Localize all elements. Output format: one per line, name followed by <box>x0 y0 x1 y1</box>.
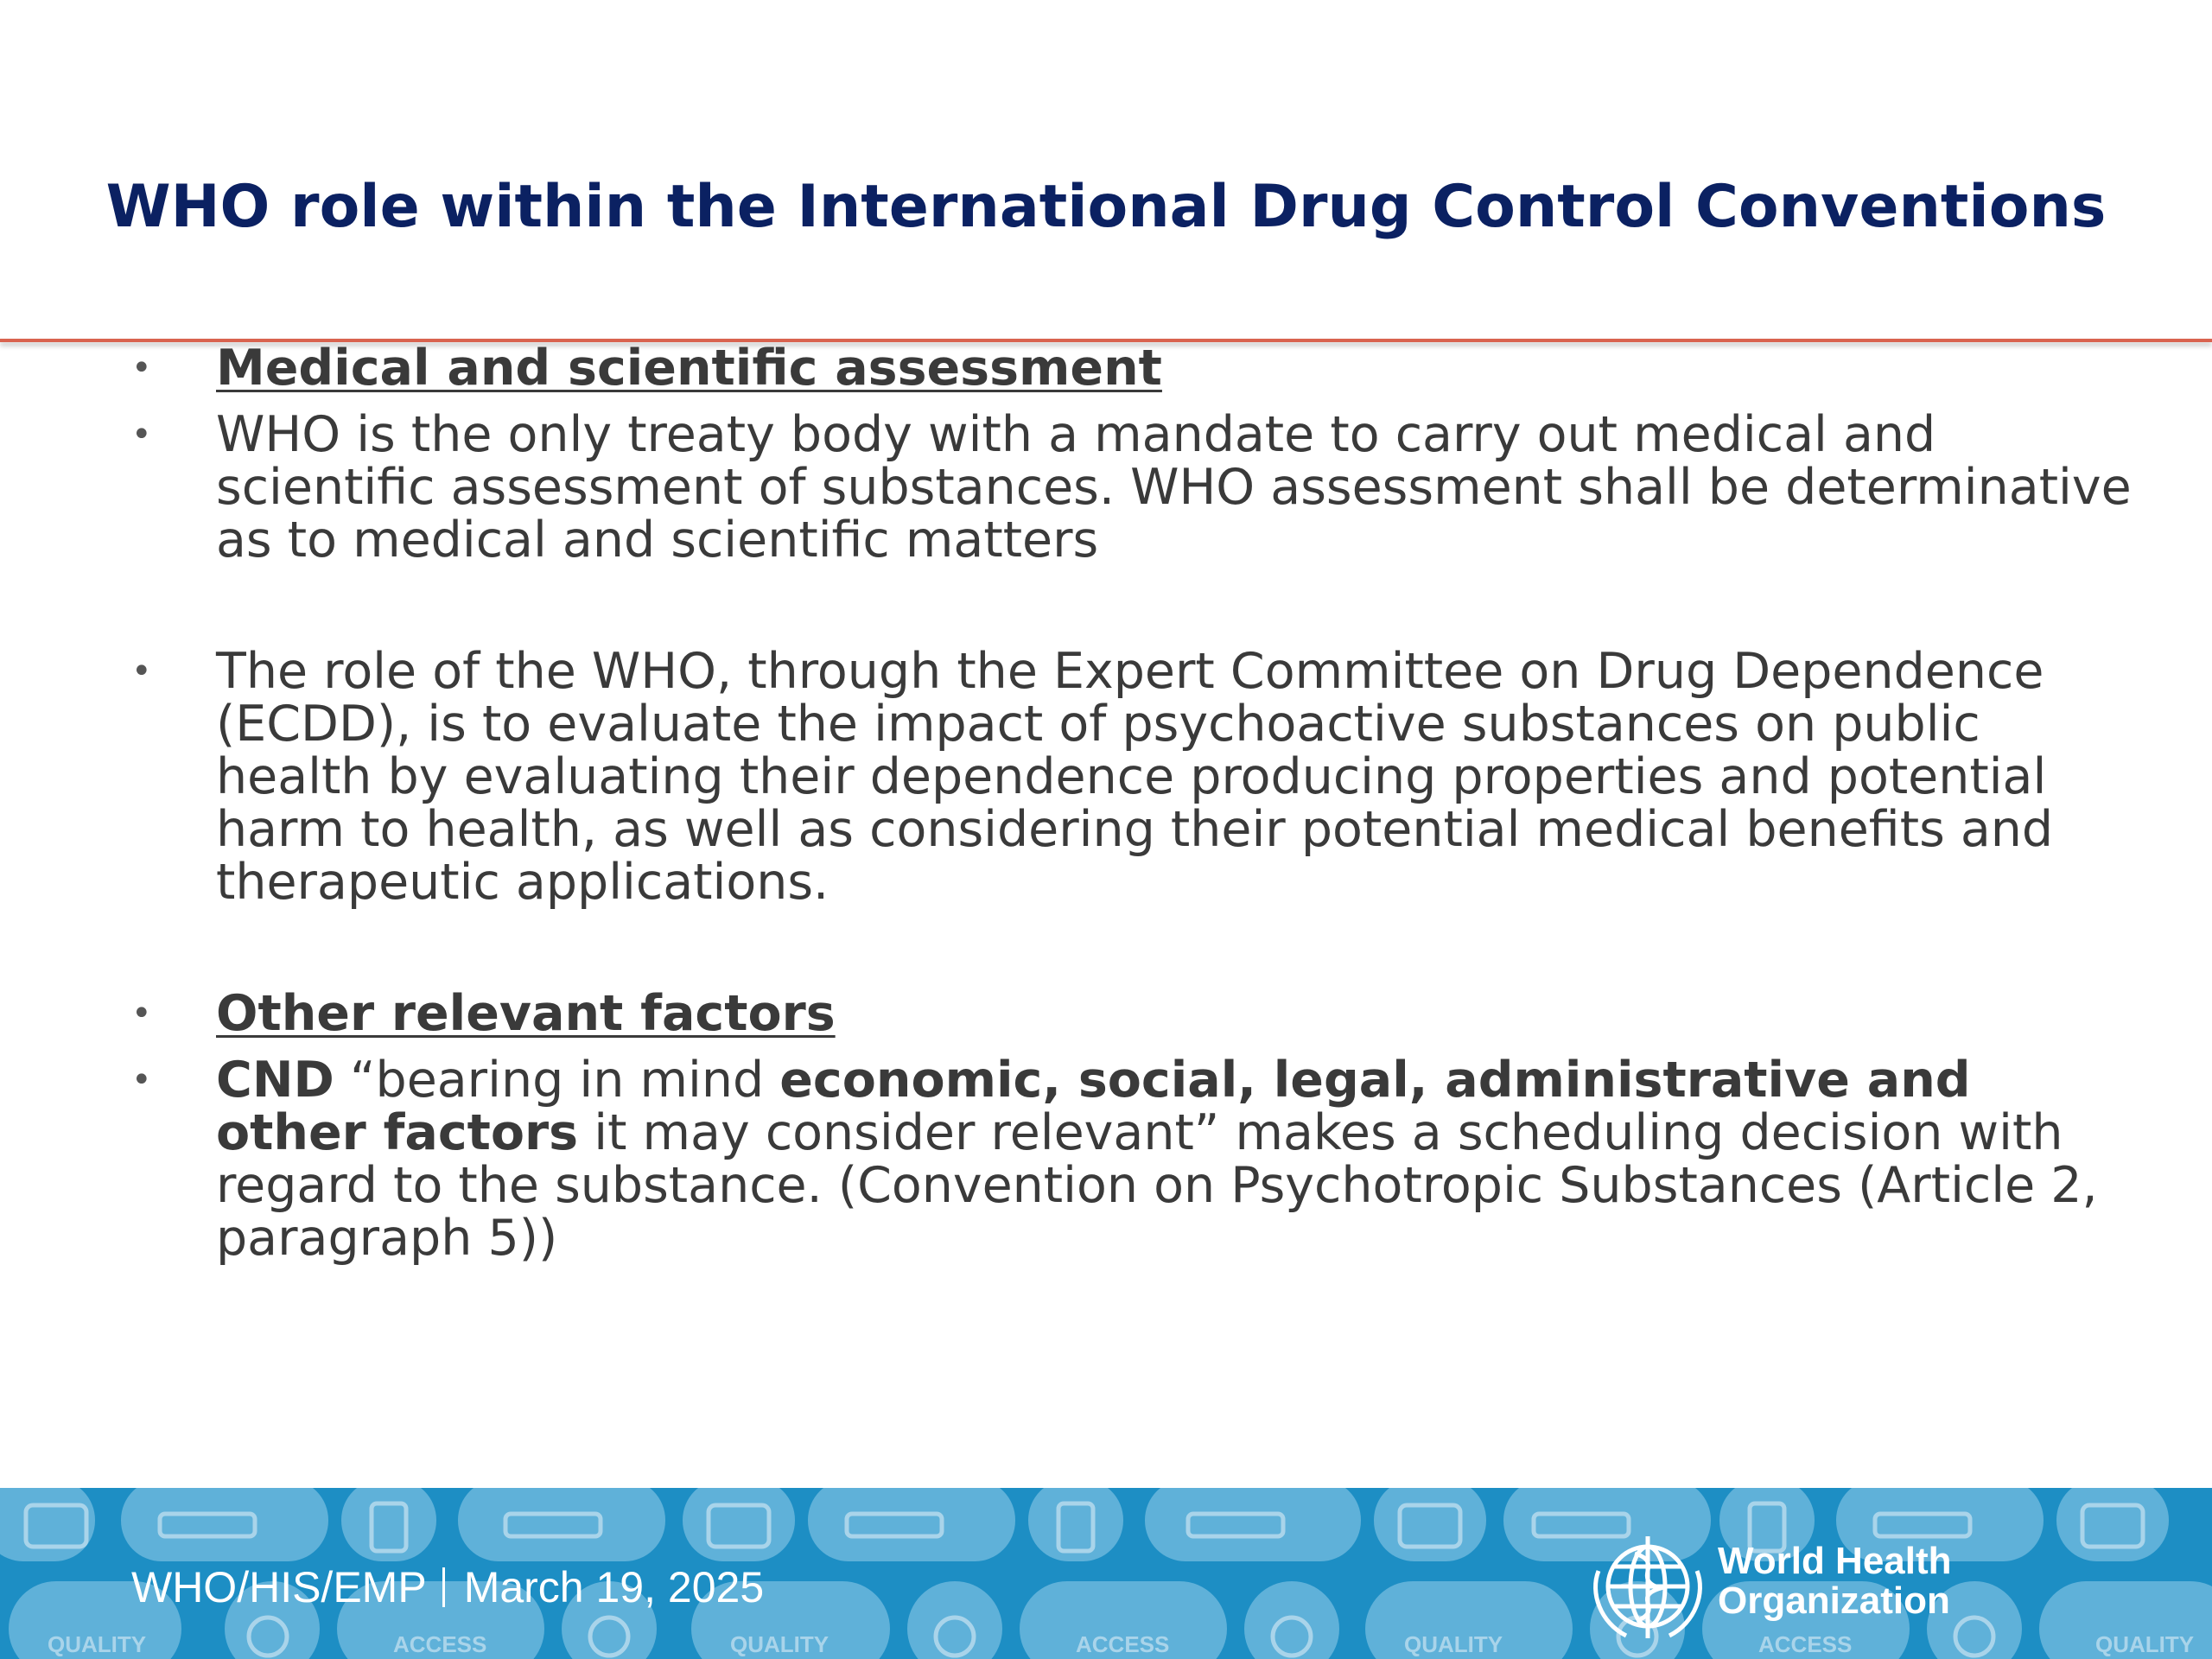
bullet-marker: • <box>131 415 152 454</box>
bullet-marker: • <box>131 1060 152 1100</box>
who-emblem-icon <box>1583 1528 1713 1649</box>
bullet-who-mandate <box>121 406 2134 569</box>
bullet-cnd-decision <box>121 1054 2134 1265</box>
bullet-text-part: “bearing in mind <box>334 1052 780 1109</box>
pattern-label-access: ACCESS <box>393 1631 487 1657</box>
footer-separator <box>442 1567 445 1607</box>
bullet-marker: • <box>131 652 152 691</box>
slide-title: WHO role within the International Drug Control Conventions <box>105 173 2107 241</box>
bullet-text-part: it may consider relevant” makes a scheduling decision with regard to the substance. (Convention on Psychotropic Substances (Article 2, paragraph 5)) <box>216 1104 2098 1267</box>
bullet-marker: • <box>131 994 152 1033</box>
who-wordmark <box>1718 1541 1952 1621</box>
pattern-label-quality: QUALITY <box>48 1631 147 1657</box>
bullet-ecdd-role <box>121 645 2134 909</box>
pattern-label-access: ACCESS <box>1076 1631 1170 1657</box>
heading-other-factors: Other relevant factors <box>216 985 836 1042</box>
footer-meta <box>131 1562 764 1612</box>
heading-medical-assessment: Medical and scientific assessment <box>216 340 1162 397</box>
bullet-heading-other-factors <box>121 985 2134 1042</box>
pattern-label-quality: QUALITY <box>2095 1631 2195 1657</box>
bullet-text: The role of the WHO, through the Expert Committee on Drug Dependence (ECDD), is to evaluate the impact of psychoactive substances on public health by evaluating their dependence producing properties and potential harm to health, as well as considering their potential medical benefits and therapeutic applications. <box>216 643 2054 911</box>
bullet-heading-medical <box>121 342 2134 395</box>
bold-factors: economic, social, legal, administrative and other factors <box>216 1052 1971 1161</box>
bold-cnd: CND <box>216 1052 334 1109</box>
bullet-marker: • <box>131 348 152 388</box>
bullet-text: WHO is the only treaty body with a mandate to carry out medical and scientific assessment of substances. WHO assessment shall be determinative as to medical and scientific matters <box>216 406 2132 569</box>
org-name-line2: Organization <box>1718 1580 1950 1622</box>
pattern-label-access: ACCESS <box>1758 1631 1853 1657</box>
pattern-label-quality: QUALITY <box>1404 1631 1503 1657</box>
org-name-line1: World Health <box>1718 1540 1952 1582</box>
slide-body <box>121 342 2134 1265</box>
footer-date: March 19, 2025 <box>463 1563 765 1611</box>
pattern-label-quality: QUALITY <box>730 1631 830 1657</box>
footer-code: WHO/HIS/EMP <box>131 1563 427 1611</box>
